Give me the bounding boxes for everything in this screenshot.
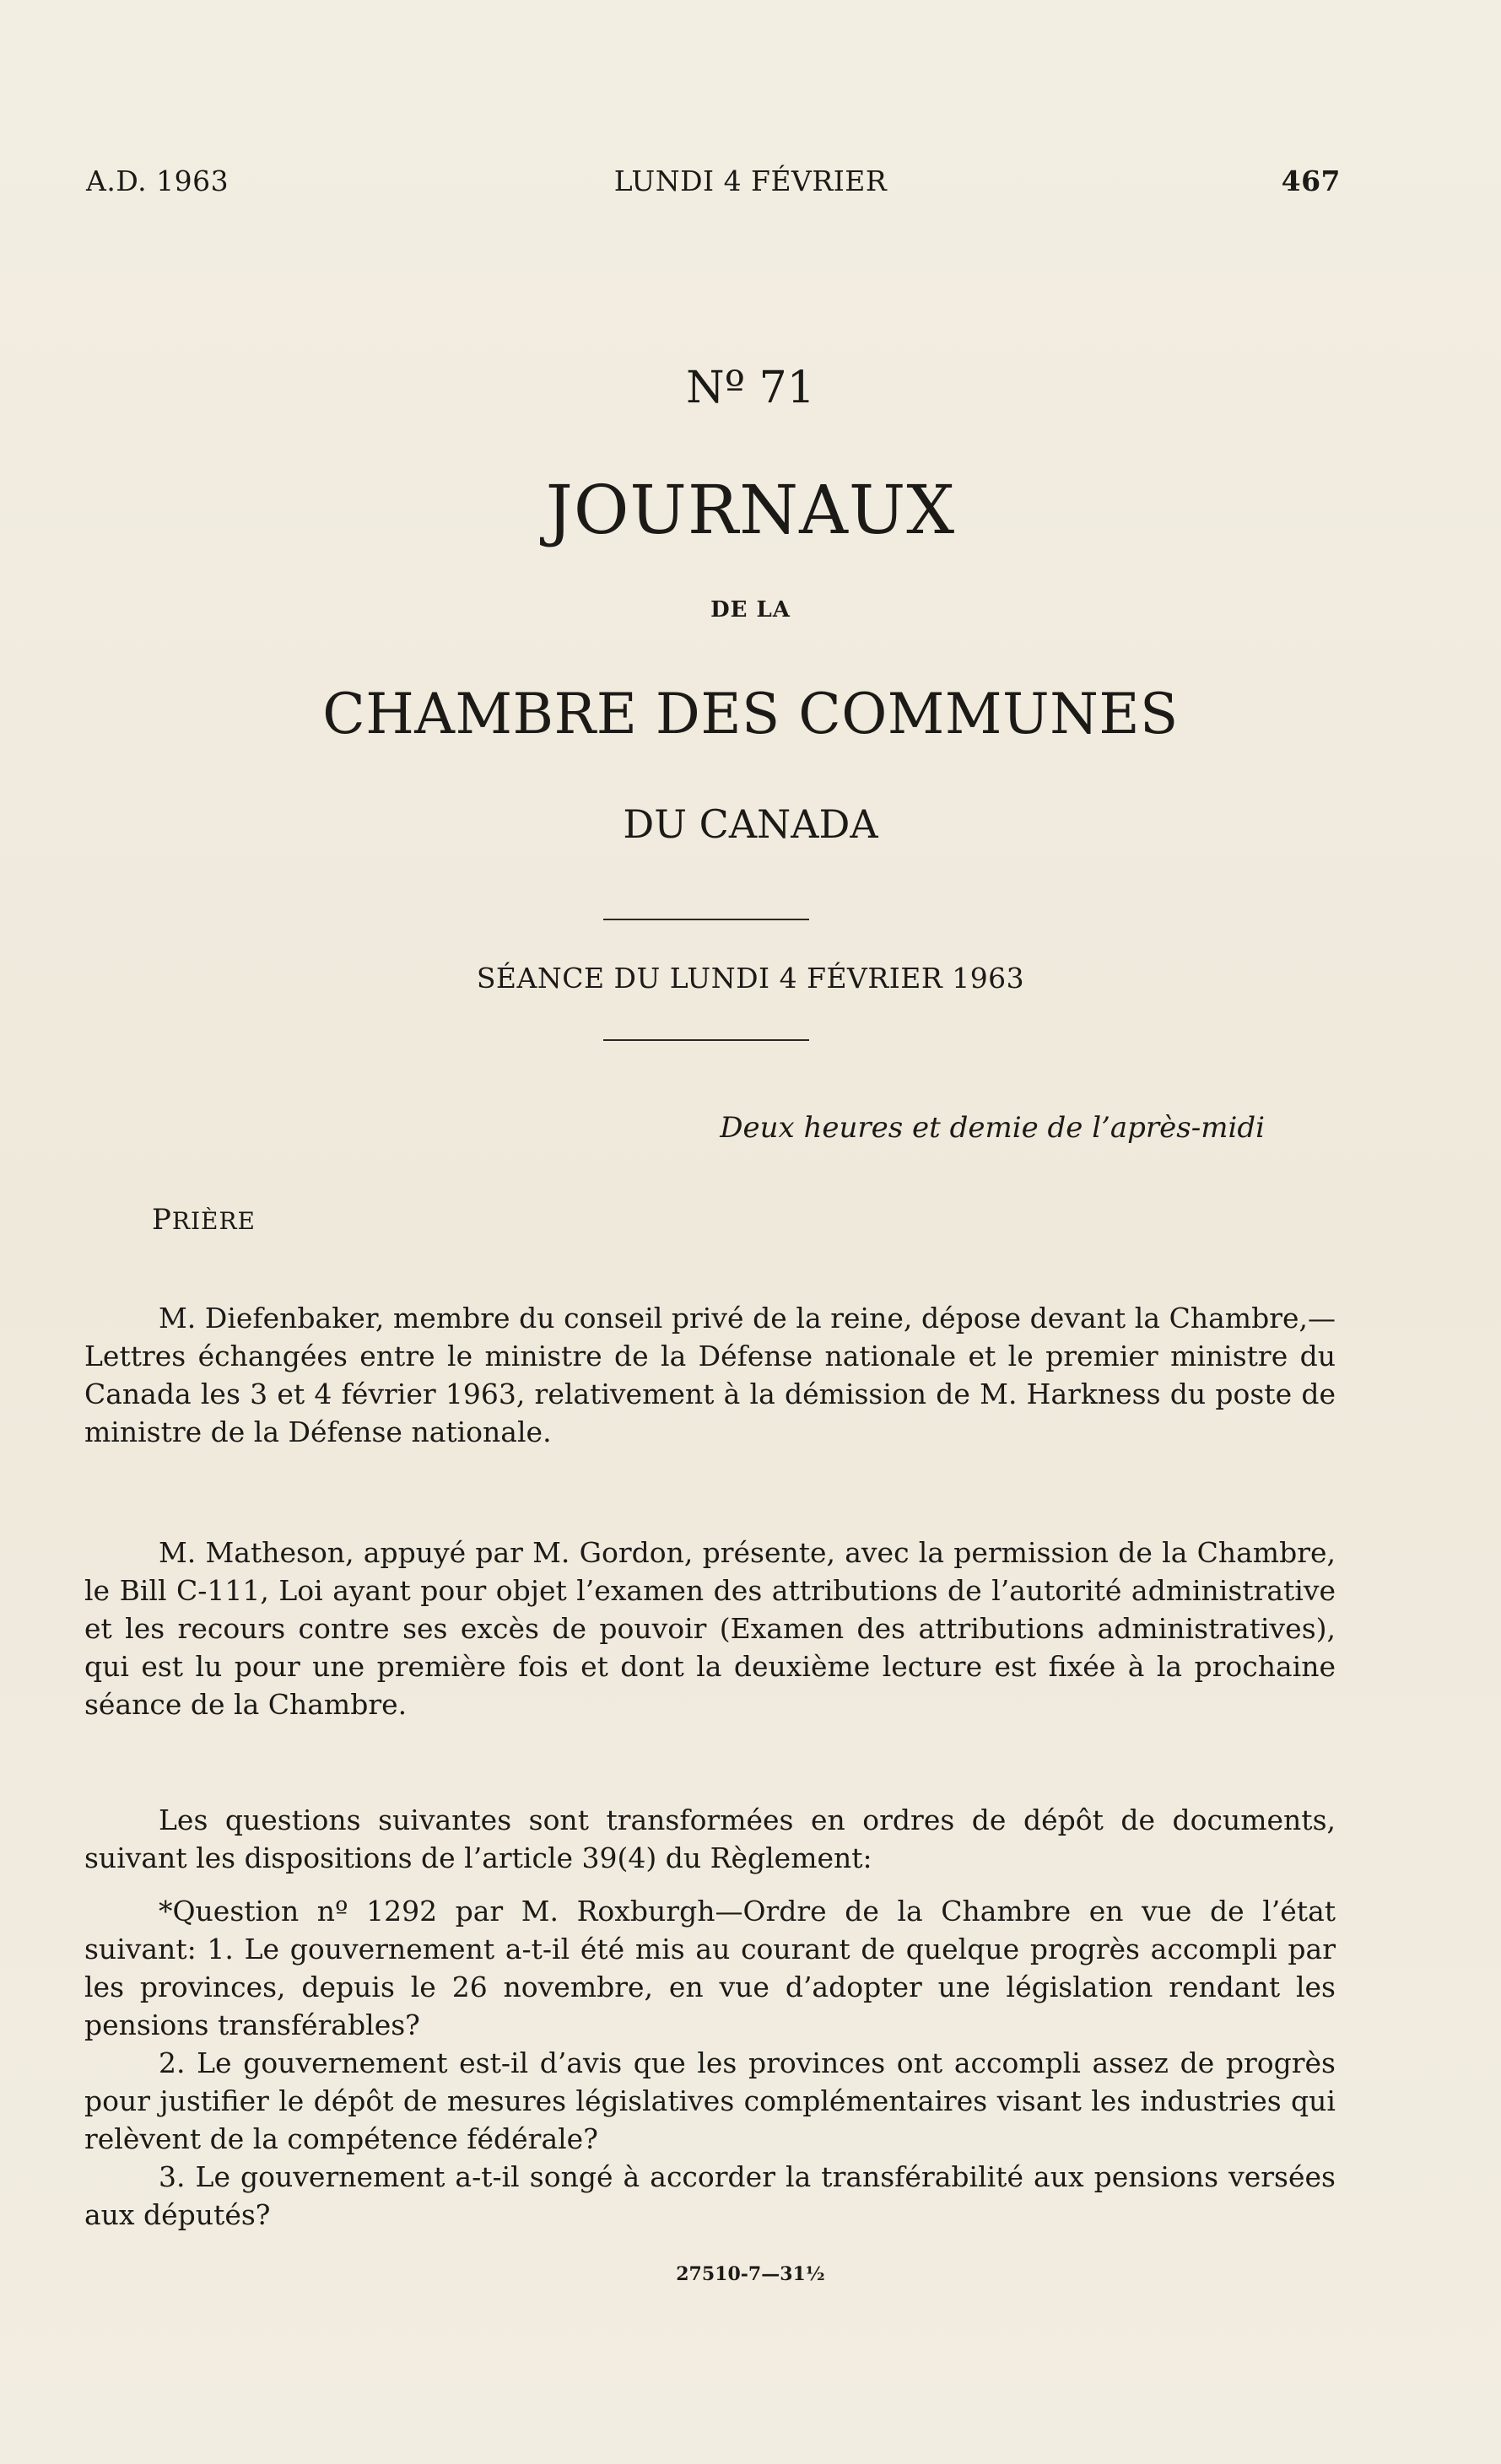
paragraph-question-part-2: 2. Le gouvernement est-il d’avis que les provinces ont accompli assez de progrès pour justifier le dépôt de mesures législatives complémentaires visant les industries qui relèvent de la compétence fédérale? — [84, 2046, 1336, 2155]
paragraph-question-part-3: 3. Le gouvernement a-t-il songé à accorder la transférabilité aux pensions versées aux députés? — [84, 2160, 1336, 2231]
seance-heading: SÉANCE DU LUNDI 4 FÉVRIER 1963 — [476, 962, 1025, 995]
title-du-canada: DU CANADA — [623, 801, 878, 847]
priere-rest: RIÈRE — [171, 1207, 256, 1235]
journal-number: Nº 71 — [686, 363, 815, 413]
priere-initial: P — [152, 1203, 172, 1237]
page-number: 467 — [1281, 164, 1341, 197]
sitting-time: Deux heures et demie de l’après-midi — [720, 1111, 1265, 1145]
paragraph-questions-intro: Les questions suivantes sont transformées en ordres de dépôt de documents, suivant les dispositions de l’article 39(4) du Règlement: — [84, 1804, 1336, 1874]
divider-bottom — [603, 1039, 809, 1041]
print-code: 27510-7—31½ — [676, 2263, 825, 2285]
paragraph-matheson: M. Matheson, appuyé par M. Gordon, présente, avec la permission de la Chambre, le Bill C-111, Loi ayant pour objet l’examen des attributions de l’autorité administrative et les recours contre ses excès de pouvoir (Examen des attributions administratives), qui est lu pour une première fois et dont la deuxième lecture est fixée à la prochaine séance de la Chambre. — [84, 1536, 1336, 1721]
paragraph-diefenbaker: M. Diefenbaker, membre du conseil privé de la reine, dépose devant la Chambre,—Lettres échangées entre le ministre de la Défense nationale et le premier ministre du Canada les 3 et 4 février 1963, relativement à la démission de M. Harkness du poste de ministre de la Défense nationale. — [84, 1302, 1336, 1448]
title-de-la: DE LA — [710, 597, 791, 623]
paragraph-question-1292: *Question nº 1292 par M. Roxburgh—Ordre de la Chambre en vue de l’état suivant: 1. Le gouvernement a-t-il été mis au courant de quelque progrès accompli par les provinces, depuis le 26 novembre, en vue d’adopter une législation rendant les pensions transférables? — [84, 1895, 1336, 2041]
divider-top — [603, 919, 809, 920]
title-chambre: CHAMBRE DES COMMUNES — [322, 682, 1179, 747]
priere-heading — [152, 1203, 256, 1237]
header-date: LUNDI 4 FÉVRIER — [613, 164, 888, 197]
title-journaux: JOURNAUX — [545, 471, 956, 549]
header-year: A.D. 1963 — [86, 164, 229, 197]
